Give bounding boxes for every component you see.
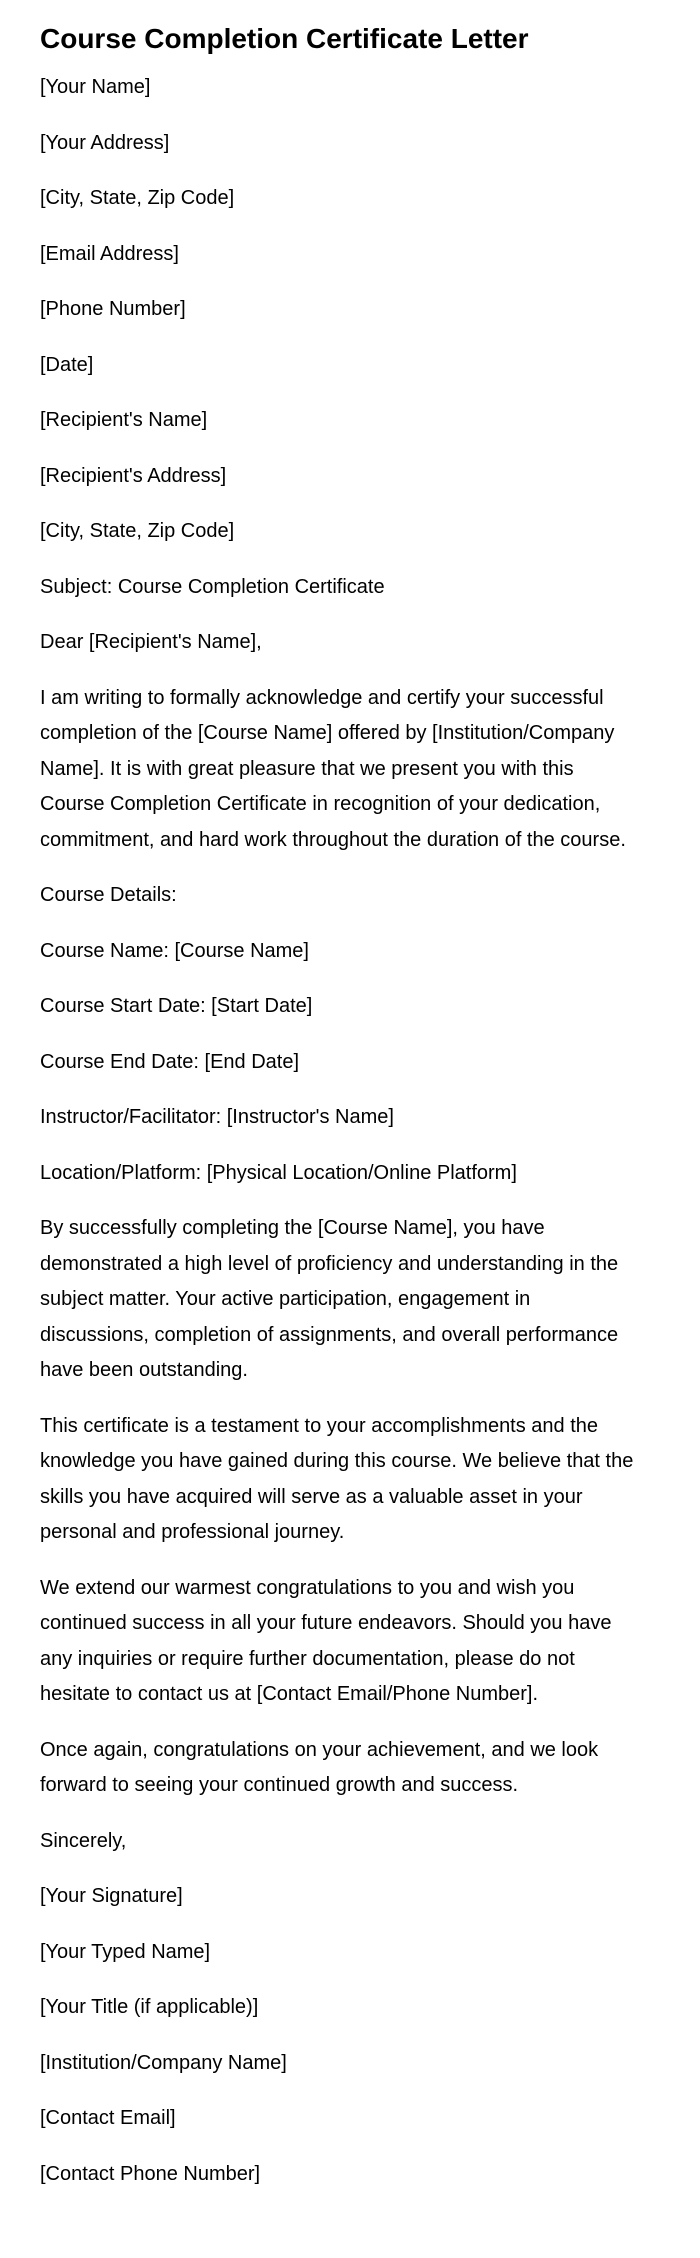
signature-line: [Your Signature] [40, 1885, 183, 1907]
letter-document [40, 22, 640, 2212]
valediction: Sincerely, [40, 1829, 127, 1852]
recipient-name: [Recipient's Name] [40, 409, 208, 431]
body-paragraph-testament: This certificate is a testament to your accomplishments and the knowledge you have gained during this course. We believe that the skills you have acquired will serve as a valuable asset in your personal and professional journey. [40, 1414, 634, 1543]
sender-email: [Email Address] [40, 242, 179, 265]
sender-city-state-zip: [City, State, Zip Code] [40, 187, 235, 209]
contact-phone-line: [Contact Phone Number] [40, 2162, 261, 2185]
page-title: Course Completion Certificate Letter [40, 23, 529, 54]
course-start-date-line: Course Start Date: [Start Date] [40, 995, 313, 1017]
salutation: Dear [Recipient's Name], [40, 631, 262, 653]
subject-line: Subject: Course Completion Certificate [40, 575, 385, 598]
contact-email-line: [Contact Email] [40, 2107, 176, 2129]
course-name-line: Course Name: [Course Name] [40, 939, 309, 962]
body-paragraph-intro: I am writing to formally acknowledge and certify your successful completion of the [Course Name] offered by [Institution/Company Name]. It is with great pleasure that we present you with this Course Completion Certificate in recognition of your dedication, commitment, and hard work throughout the duration of the course. [40, 686, 626, 851]
instructor-line: Instructor/Facilitator: [Instructor's Name] [40, 1106, 394, 1128]
sender-phone: [Phone Number] [40, 298, 186, 320]
body-paragraph-congratulations: We extend our warmest congratulations to you and wish you continued success in all your future endeavors. Should you have any inquiries or require further documentation, please do not hesitate to contact us at [Contact Email/Phone Number]. [40, 1576, 612, 1705]
body-paragraph-proficiency: By successfully completing the [Course Name], you have demonstrated a high level of proficiency and understanding in the subject matter. Your active participation, engagement in discussions, completion of assignments, and overall performance have been outstanding. [40, 1217, 619, 1381]
title-line: [Your Title (if applicable)] [40, 1996, 259, 2018]
sender-address: [Your Address] [40, 131, 170, 154]
typed-name-line: [Your Typed Name] [40, 1940, 211, 1963]
course-end-date-line: Course End Date: [End Date] [40, 1050, 300, 1073]
course-details-heading: Course Details: [40, 884, 177, 906]
institution-line: [Institution/Company Name] [40, 2051, 287, 2074]
recipient-city-state-zip: [City, State, Zip Code] [40, 520, 235, 542]
letter-date: [Date] [40, 353, 94, 376]
body-paragraph-closing: Once again, congratulations on your achievement, and we look forward to seeing your continued growth and success. [40, 1738, 599, 1796]
sender-name: [Your Name] [40, 76, 151, 98]
location-line: Location/Platform: [Physical Location/Online Platform] [40, 1161, 517, 1184]
recipient-address: [Recipient's Address] [40, 464, 227, 487]
